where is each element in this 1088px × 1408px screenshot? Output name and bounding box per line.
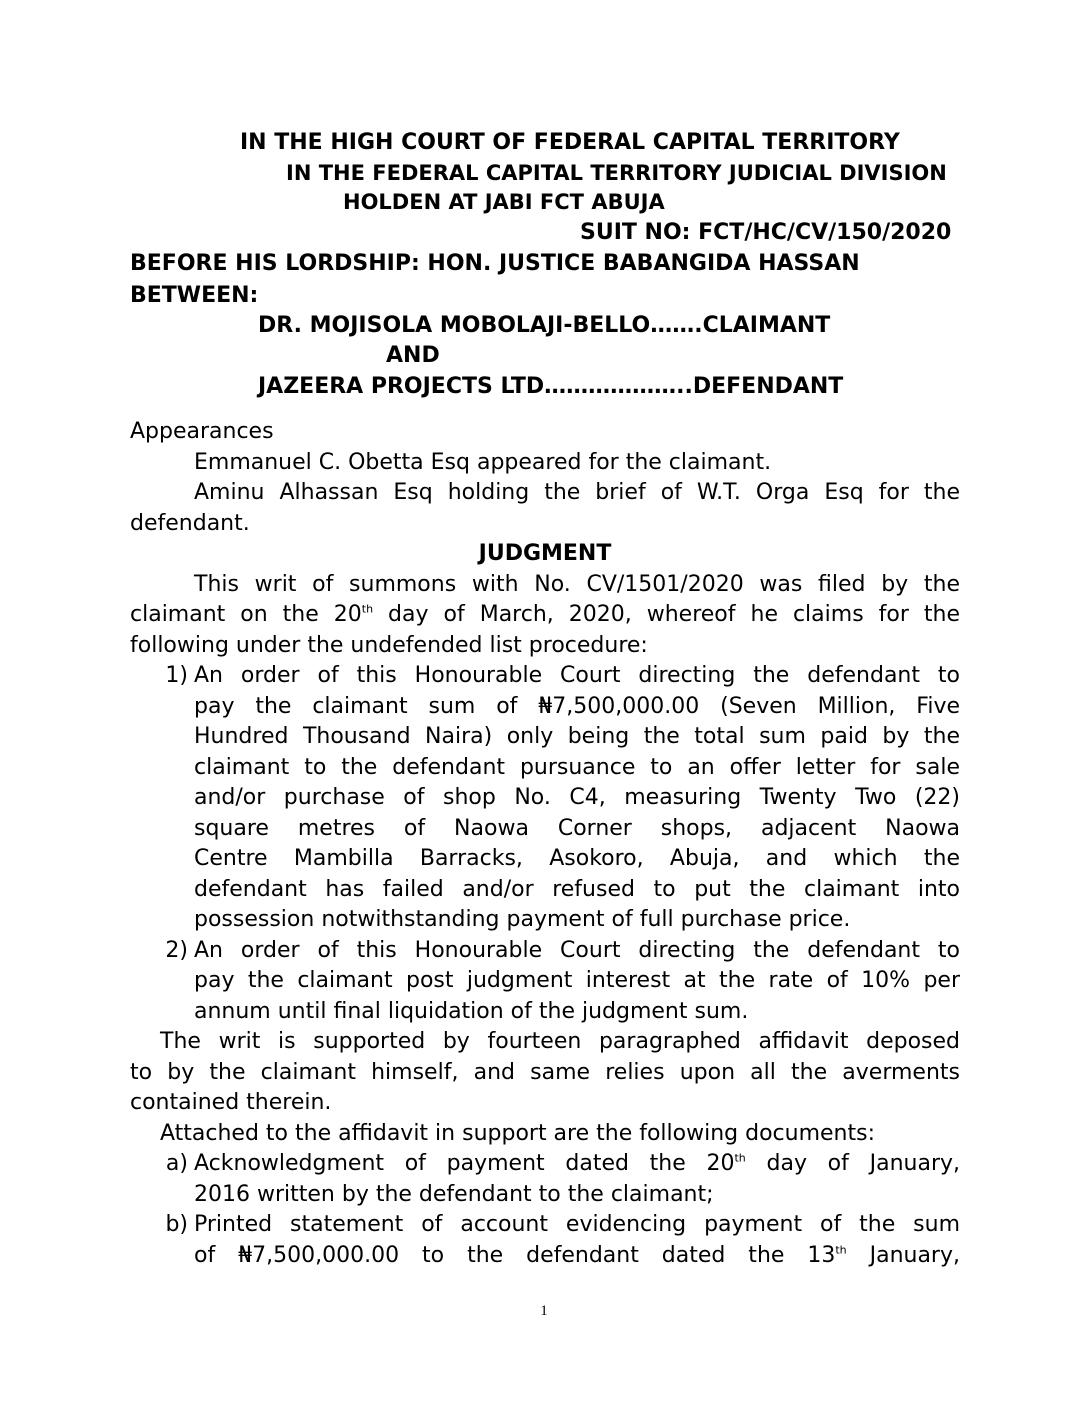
claim-line: Centre Mambilla Barracks, Asokoro, Abuja, and which the — [194, 846, 960, 871]
between-label: BETWEEN: — [130, 283, 259, 308]
claim-line: and/or purchase of shop No. C4, measuring Twenty Two (22) — [194, 785, 960, 810]
suit-number: SUIT NO: FCT/HC/CV/150/2020 — [580, 220, 952, 245]
appearance-defendant-line1: Aminu Alhassan Esq holding the brief of W.T. Orga Esq for the — [194, 480, 960, 505]
claim-line: claimant to the defendant pursuance to an offer letter for sale — [194, 754, 960, 780]
support-line3: contained therein. — [130, 1090, 332, 1115]
appearance-defendant-line2: defendant. — [130, 510, 250, 536]
item-letter: a) — [165, 1151, 188, 1176]
court-title: IN THE HIGH COURT OF FEDERAL CAPITAL TERRITORY — [240, 130, 900, 155]
claim-line: possession notwithstanding payment of full purchase price. — [194, 907, 851, 932]
intro-line3: following under the undefended list procedure: — [130, 632, 648, 658]
and-label: AND — [386, 343, 440, 368]
claim-line: pay the claimant post judgment interest at the rate of 10% per — [194, 968, 960, 993]
judgment-heading: JUDGMENT — [478, 541, 612, 566]
attached-item-a — [130, 1149, 960, 1210]
claim-number: 2) — [165, 937, 188, 963]
claim-line: An order of this Honourable Court directing the defendant to — [194, 663, 960, 688]
claim-number: 1) — [165, 663, 188, 688]
item-line: Printed statement of account evidencing payment of the sum — [194, 1212, 960, 1237]
document-body — [130, 417, 960, 1271]
attached-item-b — [130, 1210, 960, 1271]
claim-item — [130, 661, 960, 936]
item-line: of ₦7,500,000.00 to the defendant dated the 13th January, — [194, 1242, 960, 1268]
page-number: 1 — [540, 1303, 548, 1319]
support-line1: The writ is supported by fourteen paragraphed affidavit deposed — [160, 1029, 960, 1054]
division-title: IN THE FEDERAL CAPITAL TERRITORY JUDICIAL DIVISION — [286, 161, 947, 185]
support-line2: to by the claimant himself, and same relies upon all the averments — [130, 1059, 960, 1085]
intro-line2: claimant on the 20th day of March, 2020, whereof he claims for the — [130, 602, 960, 627]
intro-line1: This writ of summons with No. CV/1501/2020 was filed by the — [194, 571, 960, 597]
claim-line: defendant has failed and/or refused to put the claimant into — [194, 876, 960, 902]
item-line: 2016 written by the defendant to the claimant; — [194, 1181, 714, 1207]
claim-line: Hundred Thousand Naira) only being the total sum paid by the — [194, 724, 960, 749]
claim-line: An order of this Honourable Court directing the defendant to — [194, 937, 960, 963]
before-lordship: BEFORE HIS LORDSHIP: HON. JUSTICE BABANGIDA HASSAN — [130, 251, 860, 276]
item-letter: b) — [165, 1212, 188, 1237]
defendant-party: JAZEERA PROJECTS LTD………………..DEFENDANT — [258, 374, 844, 399]
claim-line: square metres of Naowa Corner shops, adjacent Naowa — [194, 815, 960, 841]
appearance-claimant: Emmanuel C. Obetta Esq appeared for the claimant. — [194, 449, 772, 475]
appearances-heading: Appearances — [130, 419, 274, 444]
claim-line: pay the claimant sum of ₦7,500,000.00 (Seven Million, Five — [194, 693, 960, 719]
claimant-party: DR. MOJISOLA MOBOLAJI-BELLO…….CLAIMANT — [258, 313, 831, 338]
attached-intro: Attached to the affidavit in support are the following documents: — [160, 1120, 875, 1146]
claim-item — [130, 936, 960, 1028]
claim-line: annum until final liquidation of the judgment sum. — [194, 998, 749, 1024]
item-line: Acknowledgment of payment dated the 20th day of January, — [194, 1151, 961, 1176]
holden-line: HOLDEN AT JABI FCT ABUJA — [343, 190, 665, 214]
